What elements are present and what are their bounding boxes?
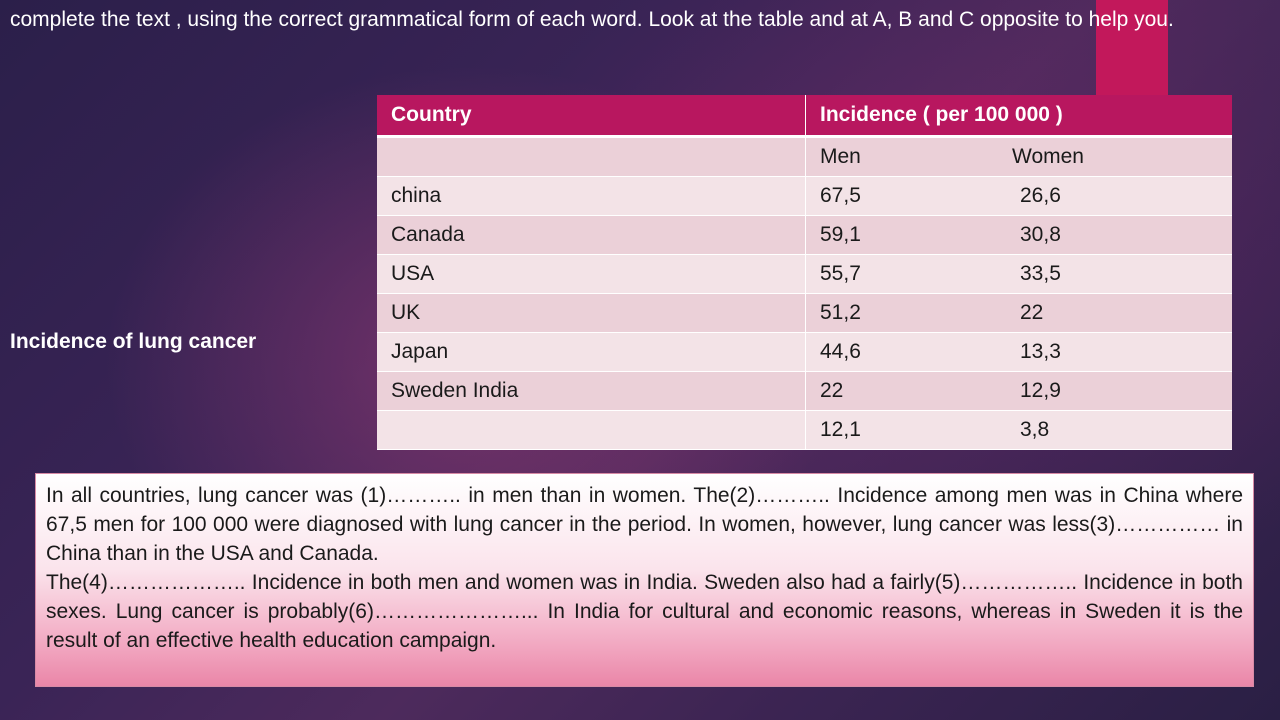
table-row (377, 177, 1232, 216)
cell-men: 44,6 (820, 340, 861, 363)
cell-men: 12,1 (820, 418, 861, 441)
cell-men: 59,1 (820, 223, 861, 246)
cell-country: Canada (377, 216, 806, 255)
cell-men: 55,7 (820, 262, 861, 285)
header-incidence: Incidence ( per 100 000 ) (806, 95, 1233, 137)
cell-country: USA (377, 255, 806, 294)
cell-women: 22 (1020, 301, 1044, 324)
cell-men: 67,5 (820, 184, 861, 207)
cell-country: Japan (377, 333, 806, 372)
cell-women: 26,6 (1020, 184, 1061, 207)
cell-country: Sweden India (377, 372, 806, 411)
cell-men: 22 (820, 379, 844, 402)
table-cell (806, 216, 1233, 255)
table-row (377, 411, 1232, 450)
table-header-row (377, 95, 1232, 137)
exercise-paragraph-2: The(4)……………….. Incidence in both men and women was in India. Sweden also had a fairly(5)…………….. Incidence in both sexes. Lung cancer is probably(6)…………………... In India for cultural and economic reasons, whereas in Sweden it is the result of an effective health education campaign. (46, 571, 1243, 652)
cell-country: china (377, 177, 806, 216)
cell-women: 12,9 (1020, 379, 1061, 402)
cell-women: 13,3 (1020, 340, 1061, 363)
table-row (377, 294, 1232, 333)
lung-cancer-table (377, 95, 1232, 450)
cell-women: 30,8 (1020, 223, 1061, 246)
table-cell (806, 333, 1233, 372)
table-row (377, 255, 1232, 294)
header-country: Country (377, 95, 806, 137)
instructions-text: complete the text , using the correct grammatical form of each word. Look at the table and at A, B and C opposite to help you. (10, 8, 1174, 31)
table-cell (806, 137, 1233, 177)
cell-country (377, 411, 806, 450)
cell-women: 33,5 (1020, 262, 1061, 285)
table-row (377, 216, 1232, 255)
table-row (377, 333, 1232, 372)
subheader-women: Women (1012, 145, 1084, 168)
table-cell (377, 137, 806, 177)
table-subheader-row (377, 137, 1232, 177)
table-row (377, 372, 1232, 411)
cell-country: UK (377, 294, 806, 333)
table-cell (806, 372, 1233, 411)
exercise-paragraph-1: In all countries, lung cancer was (1)……….. in men than in women. The(2)……….. Incidence among men was in China where 67,5 men for 100 000 were diagnosed with lung cancer in the period. In women, however, lung cancer was less(3)…………… in China than in the USA and Canada. (46, 484, 1243, 565)
side-title: Incidence of lung cancer (10, 330, 257, 353)
table-cell (806, 294, 1233, 333)
cell-women: 3,8 (1020, 418, 1050, 441)
table-cell (806, 177, 1233, 216)
table-cell (806, 255, 1233, 294)
cell-men: 51,2 (820, 301, 861, 324)
exercise-text-box (35, 473, 1254, 687)
table-cell (806, 411, 1233, 450)
subheader-men: Men (820, 145, 861, 168)
